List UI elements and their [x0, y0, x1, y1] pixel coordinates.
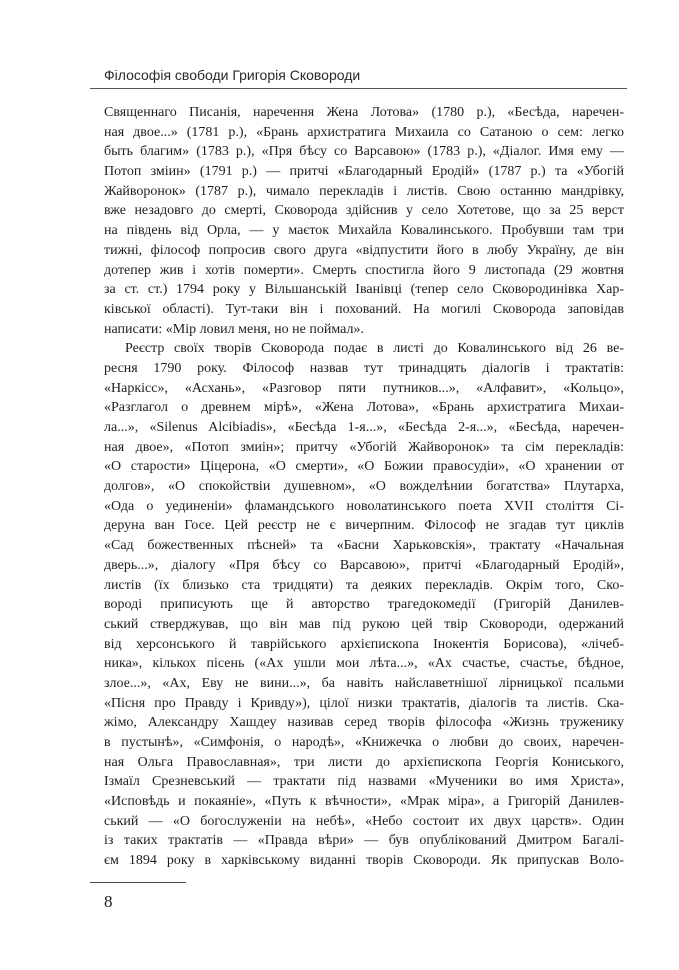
text-line: деруна ван Госе. Цей реєстр не є вичерпним. Філософ не згадав тут циклів [104, 518, 624, 534]
text-line: «Сад божественных пѣсней» та «Басни Харьковскія», трактату «Начальная [104, 538, 624, 554]
text-line: написати: «Мір ловил меня, но не поймал». [104, 321, 364, 337]
text-line: Ізмаїл Срезневський — трактати під назвами «Мученики во имя Христа», [104, 774, 624, 790]
page-number: 8 [104, 892, 113, 911]
text-line: дотепер жив і хотів померти». Смерть спостигла його 9 листопада (29 жовтня [104, 262, 624, 278]
text-line: із таких трактатів — «Правда вѣри» — був опублікований Дмитром Багалі- [104, 833, 624, 849]
text-line: Жайворонок» (1787 р.), чимало перекладів і листів. Свою останню мандрівку, [104, 183, 624, 199]
text-line: Священнаго Писанія, наречення Жена Лотова» (1780 р.), «Бесѣда, наречен- [104, 105, 624, 120]
text-line: за ст. ст.) 1794 року у Вільшанській Іванівці (тепер село Сковородинівка Хар- [104, 282, 624, 298]
text-line: на південь від Орла, — у маєток Михайла Ковалинського. Пробувши там три [104, 223, 624, 239]
text-line: ківської області). Тут-таки він і похований. На могилі Сковорода заповідав [104, 301, 624, 317]
text-body [104, 103, 624, 871]
text-line: ський стверджував, що він мав під рукою цей твір Сковороди, одержаний [104, 616, 624, 632]
running-header: Філософія свободи Григорія Сковороди [104, 67, 361, 83]
text-line: Потоп зміин» (1791 р.) — притчі «Благодарный Еродій» (1787 р.) та «Убогій [104, 164, 624, 180]
text-line: ресня 1790 року. Філософ назвав тут тринадцять діалогів і трактатів: [104, 360, 624, 376]
text-line: вже незадовго до смерті, Сковорода здійснив у село Хотетове, що за 25 верст [104, 203, 624, 219]
text-line: вороді приписують ще й авторство трагедокомедії (Григорій Данилев- [104, 597, 624, 613]
text-line: «Ода о уединеніи» фламандського новолатинського поета XVII століття Сі- [104, 498, 624, 514]
text-line: «О старости» Ціцерона, «О смерти», «О Божии правосудіи», «О хранении от [104, 459, 624, 475]
text-line: «Пісня про Правду і Кривду»), цілої низки трактатів, діалогів та листів. Ска- [104, 695, 624, 711]
text-line: ла...», «Silenus Alcibiadis», «Бесѣда 1-я...», «Бесѣда 2-я...», «Бесѣда, наречен- [104, 420, 624, 435]
text-line: ная двое...» (1781 р.), «Брань архистратига Михаила со Сатаною о сем: легко [104, 124, 624, 140]
header-rule [90, 88, 627, 89]
paragraph [104, 103, 624, 339]
text-line: дверь...», діалогу «Пря бѣсу со Варсавою», притчі «Благодарный Еродій», [104, 557, 624, 573]
text-line: єм 1894 року в харківському виданні творів Сковороди. Як припускав Воло- [104, 853, 624, 869]
text-line: быть благим» (1783 р.), «Пря бѣсу со Варсавою» (1783 р.), «Діалог. Имя ему — [104, 144, 624, 160]
text-line: «Разглагол о древнем мірѣ», «Жена Лотова», «Брань архистратига Михаи- [104, 400, 624, 416]
text-line: ника», кількох пісень («Ах ушли мои лѣта...», «Ах счастье, счастье, бѣдное, [104, 656, 624, 672]
paragraph [104, 339, 624, 871]
text-line: злое...», «Ах, Еву не вини...», ба навіть найславетнішої лірницької псальми [104, 675, 624, 691]
text-line: ная Ольга Православная», три листи до архієпископа Георгія Кониського, [104, 754, 624, 770]
text-line: від херсонського й таврійського архієпископа Інокентія Борисова), «лічеб- [104, 636, 624, 652]
text-line: «Исповѣдь и покаяніе», «Путь к вѣчности», «Мрак міра», а Григорій Данилев- [104, 794, 624, 810]
footer-rule [90, 882, 186, 883]
text-line: ная двое», «Потоп змиін»; притчу «Убогій Жайворонок» та сім перекладів: [104, 439, 624, 455]
text-line: ський — «О богослуженіи на небѣ», «Небо состоит их двух царств». Один [104, 813, 624, 829]
text-line: тижні, філософ попросив свого друга «відпустити його в любу Україну, де він [104, 242, 624, 258]
text-line: в пустынѣ», «Симфонія, о народѣ», «Книжечка о любви до своих, наречен- [104, 735, 624, 750]
text-line: жімо, Александру Хашдеу називав серед творів філософа «Жизнь труженику [104, 715, 624, 731]
text-line: долгов», «О спокойствіи душевном», «О вожделѣнии богатства» Плутарха, [104, 479, 624, 495]
text-line: «Наркісс», «Асхань», «Разговор пяти путников...», «Алфавит», «Кольцо», [104, 380, 624, 396]
text-line: Реєстр своїх творів Сковорода подає в листі до Ковалинського від 26 ве- [125, 341, 624, 357]
text-line: листів (їх близько ста тридцяти) та деяких перекладів. Окрім того, Ско- [104, 577, 624, 593]
